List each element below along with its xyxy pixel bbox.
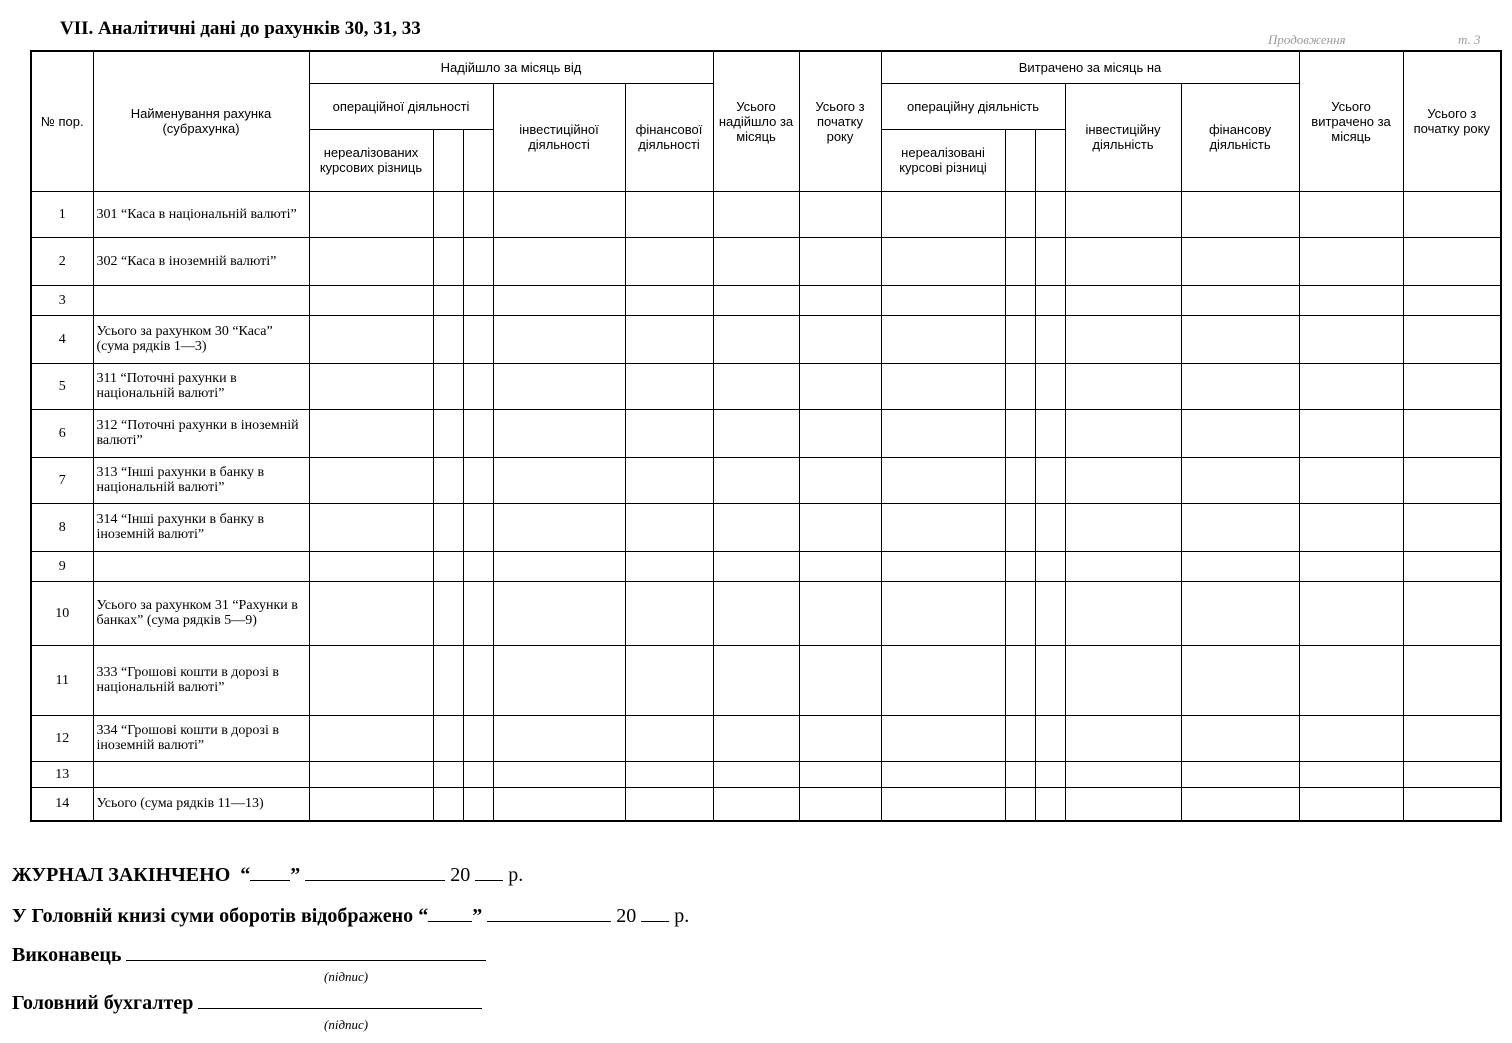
row-value-cell[interactable]: [625, 551, 713, 581]
row-value-cell[interactable]: [1403, 363, 1501, 409]
row-value-cell[interactable]: [881, 285, 1005, 315]
row-number: 1: [31, 191, 93, 237]
row-value-cell[interactable]: [799, 457, 881, 503]
row-value-cell[interactable]: [713, 645, 799, 715]
ledger-year-prefix: 20: [616, 905, 637, 927]
row-value-cell[interactable]: [493, 761, 625, 787]
row-value-cell[interactable]: [1299, 457, 1403, 503]
row-value-cell[interactable]: [881, 363, 1005, 409]
row-value-cell[interactable]: [463, 409, 493, 457]
row-value-cell[interactable]: [799, 237, 881, 285]
row-value-cell[interactable]: [799, 551, 881, 581]
row-value-cell[interactable]: [433, 285, 463, 315]
row-value-cell[interactable]: [493, 787, 625, 821]
row-value-cell[interactable]: [433, 237, 463, 285]
row-value-cell[interactable]: [1403, 761, 1501, 787]
row-value-cell[interactable]: [881, 551, 1005, 581]
row-account-name: 301 “Каса в національній валюті”: [93, 191, 309, 237]
row-value-cell[interactable]: [799, 363, 881, 409]
row-value-cell[interactable]: [433, 409, 463, 457]
row-value-cell[interactable]: [881, 581, 1005, 645]
header-received-investing: інвестиційної діяльності: [493, 83, 625, 191]
row-number: 3: [31, 285, 93, 315]
row-number: 14: [31, 787, 93, 821]
row-value-cell[interactable]: [1035, 503, 1065, 551]
row-value-cell[interactable]: [1299, 551, 1403, 581]
row-value-cell[interactable]: [463, 191, 493, 237]
row-value-cell[interactable]: [1065, 503, 1181, 551]
row-value-cell[interactable]: [1065, 551, 1181, 581]
row-value-cell[interactable]: [881, 315, 1005, 363]
row-value-cell[interactable]: [713, 363, 799, 409]
row-value-cell[interactable]: [799, 581, 881, 645]
row-value-cell[interactable]: [463, 787, 493, 821]
row-value-cell[interactable]: [881, 409, 1005, 457]
row-value-cell[interactable]: [309, 285, 433, 315]
journal-month-field[interactable]: [305, 862, 445, 881]
row-value-cell[interactable]: [493, 503, 625, 551]
row-value-cell[interactable]: [493, 285, 625, 315]
row-value-cell[interactable]: [309, 457, 433, 503]
row-value-cell[interactable]: [713, 237, 799, 285]
row-value-cell[interactable]: [1005, 761, 1035, 787]
row-value-cell[interactable]: [625, 645, 713, 715]
header-received-total-month: Усього надійшло за місяць: [713, 51, 799, 191]
row-value-cell[interactable]: [625, 409, 713, 457]
row-value-cell[interactable]: [1035, 237, 1065, 285]
row-value-cell[interactable]: [713, 761, 799, 787]
row-value-cell[interactable]: [881, 237, 1005, 285]
row-value-cell[interactable]: [1005, 315, 1035, 363]
row-value-cell[interactable]: [1403, 581, 1501, 645]
row-value-cell[interactable]: [1035, 761, 1065, 787]
row-value-cell[interactable]: [799, 191, 881, 237]
row-value-cell[interactable]: [1035, 645, 1065, 715]
row-value-cell[interactable]: [463, 315, 493, 363]
row-account-name: Усього за рахунком 31 “Рахунки в банках” (сума рядків 5—9): [93, 581, 309, 645]
header-received-total-year: Усього з початку року: [799, 51, 881, 191]
row-value-cell[interactable]: [713, 581, 799, 645]
row-number: 12: [31, 715, 93, 761]
journal-year-prefix: 20: [450, 864, 471, 886]
row-value-cell[interactable]: [1181, 581, 1299, 645]
ledger-quote-close: ”: [472, 905, 483, 927]
row-value-cell[interactable]: [625, 237, 713, 285]
header-received-operating: операційної діяльності: [309, 83, 493, 129]
row-value-cell[interactable]: [309, 315, 433, 363]
row-value-cell[interactable]: [1035, 285, 1065, 315]
row-value-cell[interactable]: [1299, 237, 1403, 285]
row-value-cell[interactable]: [1035, 409, 1065, 457]
row-value-cell[interactable]: [799, 645, 881, 715]
row-value-cell[interactable]: [799, 761, 881, 787]
row-value-cell[interactable]: [1005, 551, 1035, 581]
faint-page-marker: т. 3: [1458, 32, 1481, 47]
ledger-year-field[interactable]: [641, 903, 669, 922]
row-value-cell[interactable]: [1403, 551, 1501, 581]
journal-closed-quote-close: ”: [290, 864, 301, 886]
row-value-cell[interactable]: [309, 761, 433, 787]
row-value-cell[interactable]: [1065, 409, 1181, 457]
row-value-cell[interactable]: [1181, 645, 1299, 715]
row-account-name: [93, 761, 309, 787]
row-account-name: 312 “Поточні рахунки в іноземній валюті”: [93, 409, 309, 457]
row-value-cell[interactable]: [625, 457, 713, 503]
chief-accountant-label: Головний бухгалтер: [12, 992, 194, 1014]
row-value-cell[interactable]: [463, 285, 493, 315]
row-value-cell[interactable]: [1403, 715, 1501, 761]
row-value-cell[interactable]: [309, 715, 433, 761]
row-value-cell[interactable]: [1403, 191, 1501, 237]
row-value-cell[interactable]: [1005, 645, 1035, 715]
row-account-name: Усього за рахунком 30 “Каса” (сума рядків 1—3): [93, 315, 309, 363]
row-value-cell[interactable]: [1403, 285, 1501, 315]
row-value-cell[interactable]: [493, 191, 625, 237]
row-value-cell[interactable]: [713, 551, 799, 581]
row-value-cell[interactable]: [1403, 315, 1501, 363]
table-row: [31, 409, 1501, 457]
row-value-cell[interactable]: [309, 581, 433, 645]
row-value-cell[interactable]: [713, 715, 799, 761]
row-value-cell[interactable]: [713, 285, 799, 315]
row-value-cell[interactable]: [463, 237, 493, 285]
row-value-cell[interactable]: [433, 761, 463, 787]
row-value-cell[interactable]: [625, 363, 713, 409]
row-value-cell[interactable]: [1065, 237, 1181, 285]
row-value-cell[interactable]: [433, 457, 463, 503]
row-value-cell[interactable]: [881, 503, 1005, 551]
row-value-cell[interactable]: [1005, 715, 1035, 761]
row-account-name: 333 “Грошові кошти в дорозі в національній валюті”: [93, 645, 309, 715]
row-number: 13: [31, 761, 93, 787]
table-row: [31, 285, 1501, 315]
row-value-cell[interactable]: [713, 457, 799, 503]
row-account-name: [93, 551, 309, 581]
table-row: [31, 457, 1501, 503]
row-number: 10: [31, 581, 93, 645]
row-value-cell[interactable]: [463, 715, 493, 761]
ledger-line: [12, 903, 689, 928]
row-value-cell[interactable]: [1299, 761, 1403, 787]
row-value-cell[interactable]: [1299, 581, 1403, 645]
faint-header-text: Продовження: [1268, 32, 1346, 47]
header-spent-total-month: Усього витрачено за місяць: [1299, 51, 1403, 191]
row-value-cell[interactable]: [493, 645, 625, 715]
row-value-cell[interactable]: [625, 581, 713, 645]
header-received-financing: фінансової діяльності: [625, 83, 713, 191]
row-value-cell[interactable]: [881, 645, 1005, 715]
row-value-cell[interactable]: [309, 645, 433, 715]
row-value-cell[interactable]: [799, 409, 881, 457]
row-value-cell[interactable]: [1403, 237, 1501, 285]
table-row: [31, 191, 1501, 237]
row-value-cell[interactable]: [1005, 285, 1035, 315]
row-value-cell[interactable]: [1181, 715, 1299, 761]
row-account-name: 302 “Каса в іноземній валюті”: [93, 237, 309, 285]
row-number: 4: [31, 315, 93, 363]
row-account-name: 314 “Інші рахунки в банку в іноземній валюті”: [93, 503, 309, 551]
header-num: № пор.: [31, 51, 93, 191]
row-value-cell[interactable]: [1403, 503, 1501, 551]
row-value-cell[interactable]: [1005, 503, 1035, 551]
row-value-cell[interactable]: [1035, 787, 1065, 821]
row-value-cell[interactable]: [309, 551, 433, 581]
row-value-cell[interactable]: [1181, 761, 1299, 787]
row-value-cell[interactable]: [881, 457, 1005, 503]
header-spent-financing: фінансову діяльність: [1181, 83, 1299, 191]
row-value-cell[interactable]: [1181, 237, 1299, 285]
header-spent-total-year: Усього з початку року: [1403, 51, 1501, 191]
row-value-cell[interactable]: [1403, 457, 1501, 503]
row-value-cell[interactable]: [1065, 787, 1181, 821]
row-value-cell[interactable]: [625, 191, 713, 237]
table-row: [31, 787, 1501, 821]
header-spent-blank-2: [1035, 129, 1065, 191]
row-value-cell[interactable]: [1299, 191, 1403, 237]
row-value-cell[interactable]: [1065, 315, 1181, 363]
table-header: [31, 51, 1501, 191]
table-row: [31, 645, 1501, 715]
row-value-cell[interactable]: [1065, 715, 1181, 761]
row-value-cell[interactable]: [1005, 457, 1035, 503]
row-number: 7: [31, 457, 93, 503]
row-value-cell[interactable]: [1299, 787, 1403, 821]
row-value-cell[interactable]: [625, 761, 713, 787]
row-value-cell[interactable]: [625, 285, 713, 315]
row-value-cell[interactable]: [1005, 787, 1035, 821]
executor-label: Виконавець: [12, 944, 122, 966]
row-value-cell[interactable]: [493, 581, 625, 645]
table-row: [31, 715, 1501, 761]
row-value-cell[interactable]: [433, 315, 463, 363]
row-value-cell[interactable]: [493, 551, 625, 581]
row-account-name: 334 “Грошові кошти в дорозі в іноземній валюті”: [93, 715, 309, 761]
table-body: [31, 191, 1501, 821]
row-value-cell[interactable]: [881, 787, 1005, 821]
row-account-name: 311 “Поточні рахунки в національній валюті”: [93, 363, 309, 409]
row-value-cell[interactable]: [1181, 315, 1299, 363]
row-value-cell[interactable]: [1035, 551, 1065, 581]
header-name: Найменування рахунка (субрахунка): [93, 51, 309, 191]
row-value-cell[interactable]: [1035, 715, 1065, 761]
row-value-cell[interactable]: [1035, 191, 1065, 237]
row-number: 11: [31, 645, 93, 715]
row-value-cell[interactable]: [463, 551, 493, 581]
row-value-cell[interactable]: [1299, 285, 1403, 315]
row-value-cell[interactable]: [799, 715, 881, 761]
row-value-cell[interactable]: [713, 315, 799, 363]
journal-year-suffix: р.: [508, 864, 524, 886]
row-value-cell[interactable]: [1035, 581, 1065, 645]
row-value-cell[interactable]: [1299, 715, 1403, 761]
row-value-cell[interactable]: [1065, 363, 1181, 409]
row-value-cell[interactable]: [1181, 409, 1299, 457]
journal-closed-label: ЖУРНАЛ ЗАКІНЧЕНО: [12, 864, 231, 886]
row-value-cell[interactable]: [625, 315, 713, 363]
table-row: [31, 315, 1501, 363]
row-number: 9: [31, 551, 93, 581]
row-value-cell[interactable]: [309, 503, 433, 551]
row-value-cell[interactable]: [799, 285, 881, 315]
row-value-cell[interactable]: [493, 315, 625, 363]
row-account-name: Усього (сума рядків 11—13): [93, 787, 309, 821]
row-account-name: [93, 285, 309, 315]
row-value-cell[interactable]: [463, 645, 493, 715]
row-value-cell[interactable]: [1005, 363, 1035, 409]
row-value-cell[interactable]: [713, 787, 799, 821]
header-received-unrealized: нереалізованих курсових різниць: [309, 129, 433, 191]
row-value-cell[interactable]: [1065, 285, 1181, 315]
row-value-cell[interactable]: [1181, 787, 1299, 821]
row-value-cell[interactable]: [1065, 761, 1181, 787]
row-number: 6: [31, 409, 93, 457]
row-number: 8: [31, 503, 93, 551]
row-value-cell[interactable]: [1035, 363, 1065, 409]
row-value-cell[interactable]: [1299, 503, 1403, 551]
row-value-cell[interactable]: [713, 191, 799, 237]
row-value-cell[interactable]: [1181, 285, 1299, 315]
row-value-cell[interactable]: [433, 551, 463, 581]
row-value-cell[interactable]: [309, 237, 433, 285]
row-value-cell[interactable]: [309, 363, 433, 409]
row-value-cell[interactable]: [433, 581, 463, 645]
row-value-cell[interactable]: [433, 715, 463, 761]
chief-accountant-signature-field[interactable]: [198, 990, 482, 1009]
journal-day-field[interactable]: [250, 862, 290, 881]
row-value-cell[interactable]: [799, 787, 881, 821]
row-value-cell[interactable]: [1403, 645, 1501, 715]
section-title: VII. Аналітичні дані до рахунків 30, 31, 33: [60, 18, 421, 39]
chief-accountant-signature-hint: (підпис): [324, 1017, 369, 1032]
table-row: [31, 761, 1501, 787]
executor-signature-hint: (підпис): [324, 969, 369, 984]
row-value-cell[interactable]: [1181, 503, 1299, 551]
row-value-cell[interactable]: [433, 787, 463, 821]
row-value-cell[interactable]: [433, 503, 463, 551]
row-value-cell[interactable]: [1005, 581, 1035, 645]
journal-closed-line: [12, 862, 523, 887]
row-value-cell[interactable]: [881, 761, 1005, 787]
row-value-cell[interactable]: [463, 457, 493, 503]
header-spent-group: Витрачено за місяць на: [881, 51, 1299, 83]
row-value-cell[interactable]: [799, 315, 881, 363]
row-value-cell[interactable]: [799, 503, 881, 551]
ledger-month-field[interactable]: [487, 903, 611, 922]
row-value-cell[interactable]: [463, 581, 493, 645]
journal-year-field[interactable]: [475, 862, 503, 881]
row-value-cell[interactable]: [1299, 363, 1403, 409]
table-row: [31, 363, 1501, 409]
header-received-blank-1: [433, 129, 463, 191]
row-value-cell[interactable]: [1403, 787, 1501, 821]
row-value-cell[interactable]: [1065, 191, 1181, 237]
row-value-cell[interactable]: [1403, 409, 1501, 457]
row-value-cell[interactable]: [1181, 363, 1299, 409]
ledger-label: У Головній книзі суми оборотів відображено: [12, 905, 414, 927]
ledger-year-suffix: р.: [674, 905, 690, 927]
row-value-cell[interactable]: [1005, 191, 1035, 237]
header-received-blank-2: [463, 129, 493, 191]
row-value-cell[interactable]: [1299, 645, 1403, 715]
row-value-cell[interactable]: [493, 237, 625, 285]
row-value-cell[interactable]: [309, 409, 433, 457]
executor-signature-field[interactable]: [126, 942, 486, 961]
chief-accountant-line: [12, 990, 482, 1015]
row-value-cell[interactable]: [1181, 551, 1299, 581]
row-value-cell[interactable]: [309, 787, 433, 821]
row-value-cell[interactable]: [1035, 457, 1065, 503]
row-value-cell[interactable]: [433, 363, 463, 409]
table-row: [31, 503, 1501, 551]
row-value-cell[interactable]: [1299, 409, 1403, 457]
row-value-cell[interactable]: [433, 645, 463, 715]
ledger-day-field[interactable]: [428, 903, 472, 922]
row-account-name: 313 “Інші рахунки в банку в національній валюті”: [93, 457, 309, 503]
header-spent-operating: операційну діяльність: [881, 83, 1065, 129]
table-row: [31, 551, 1501, 581]
header-spent-unrealized: нереалізовані курсові різниці: [881, 129, 1005, 191]
row-value-cell[interactable]: [1181, 191, 1299, 237]
row-value-cell[interactable]: [713, 503, 799, 551]
row-value-cell[interactable]: [463, 503, 493, 551]
row-number: 5: [31, 363, 93, 409]
row-value-cell[interactable]: [1065, 645, 1181, 715]
row-value-cell[interactable]: [625, 715, 713, 761]
row-value-cell[interactable]: [881, 715, 1005, 761]
row-value-cell[interactable]: [625, 787, 713, 821]
header-spent-investing: інвестиційну діяльність: [1065, 83, 1181, 191]
header-spent-blank-1: [1005, 129, 1035, 191]
row-value-cell[interactable]: [1035, 315, 1065, 363]
row-value-cell[interactable]: [1299, 315, 1403, 363]
row-value-cell[interactable]: [1181, 457, 1299, 503]
table-row: [31, 581, 1501, 645]
row-value-cell[interactable]: [433, 191, 463, 237]
table-row: [31, 237, 1501, 285]
row-value-cell[interactable]: [463, 761, 493, 787]
row-value-cell[interactable]: [493, 457, 625, 503]
row-value-cell[interactable]: [713, 409, 799, 457]
row-value-cell[interactable]: [463, 363, 493, 409]
row-value-cell[interactable]: [493, 409, 625, 457]
row-value-cell[interactable]: [1005, 409, 1035, 457]
row-value-cell[interactable]: [1005, 237, 1035, 285]
row-value-cell[interactable]: [881, 191, 1005, 237]
header-received-group: Надійшло за місяць від: [309, 51, 713, 83]
row-number: 2: [31, 237, 93, 285]
row-value-cell[interactable]: [309, 191, 433, 237]
executor-line: [12, 942, 486, 967]
analytics-table: [30, 50, 1502, 822]
row-value-cell[interactable]: [1065, 457, 1181, 503]
row-value-cell[interactable]: [493, 715, 625, 761]
journal-closed-quote-open: “: [240, 864, 251, 886]
row-value-cell[interactable]: [1065, 581, 1181, 645]
row-value-cell[interactable]: [625, 503, 713, 551]
row-value-cell[interactable]: [493, 363, 625, 409]
ledger-quote-open: “: [418, 905, 429, 927]
